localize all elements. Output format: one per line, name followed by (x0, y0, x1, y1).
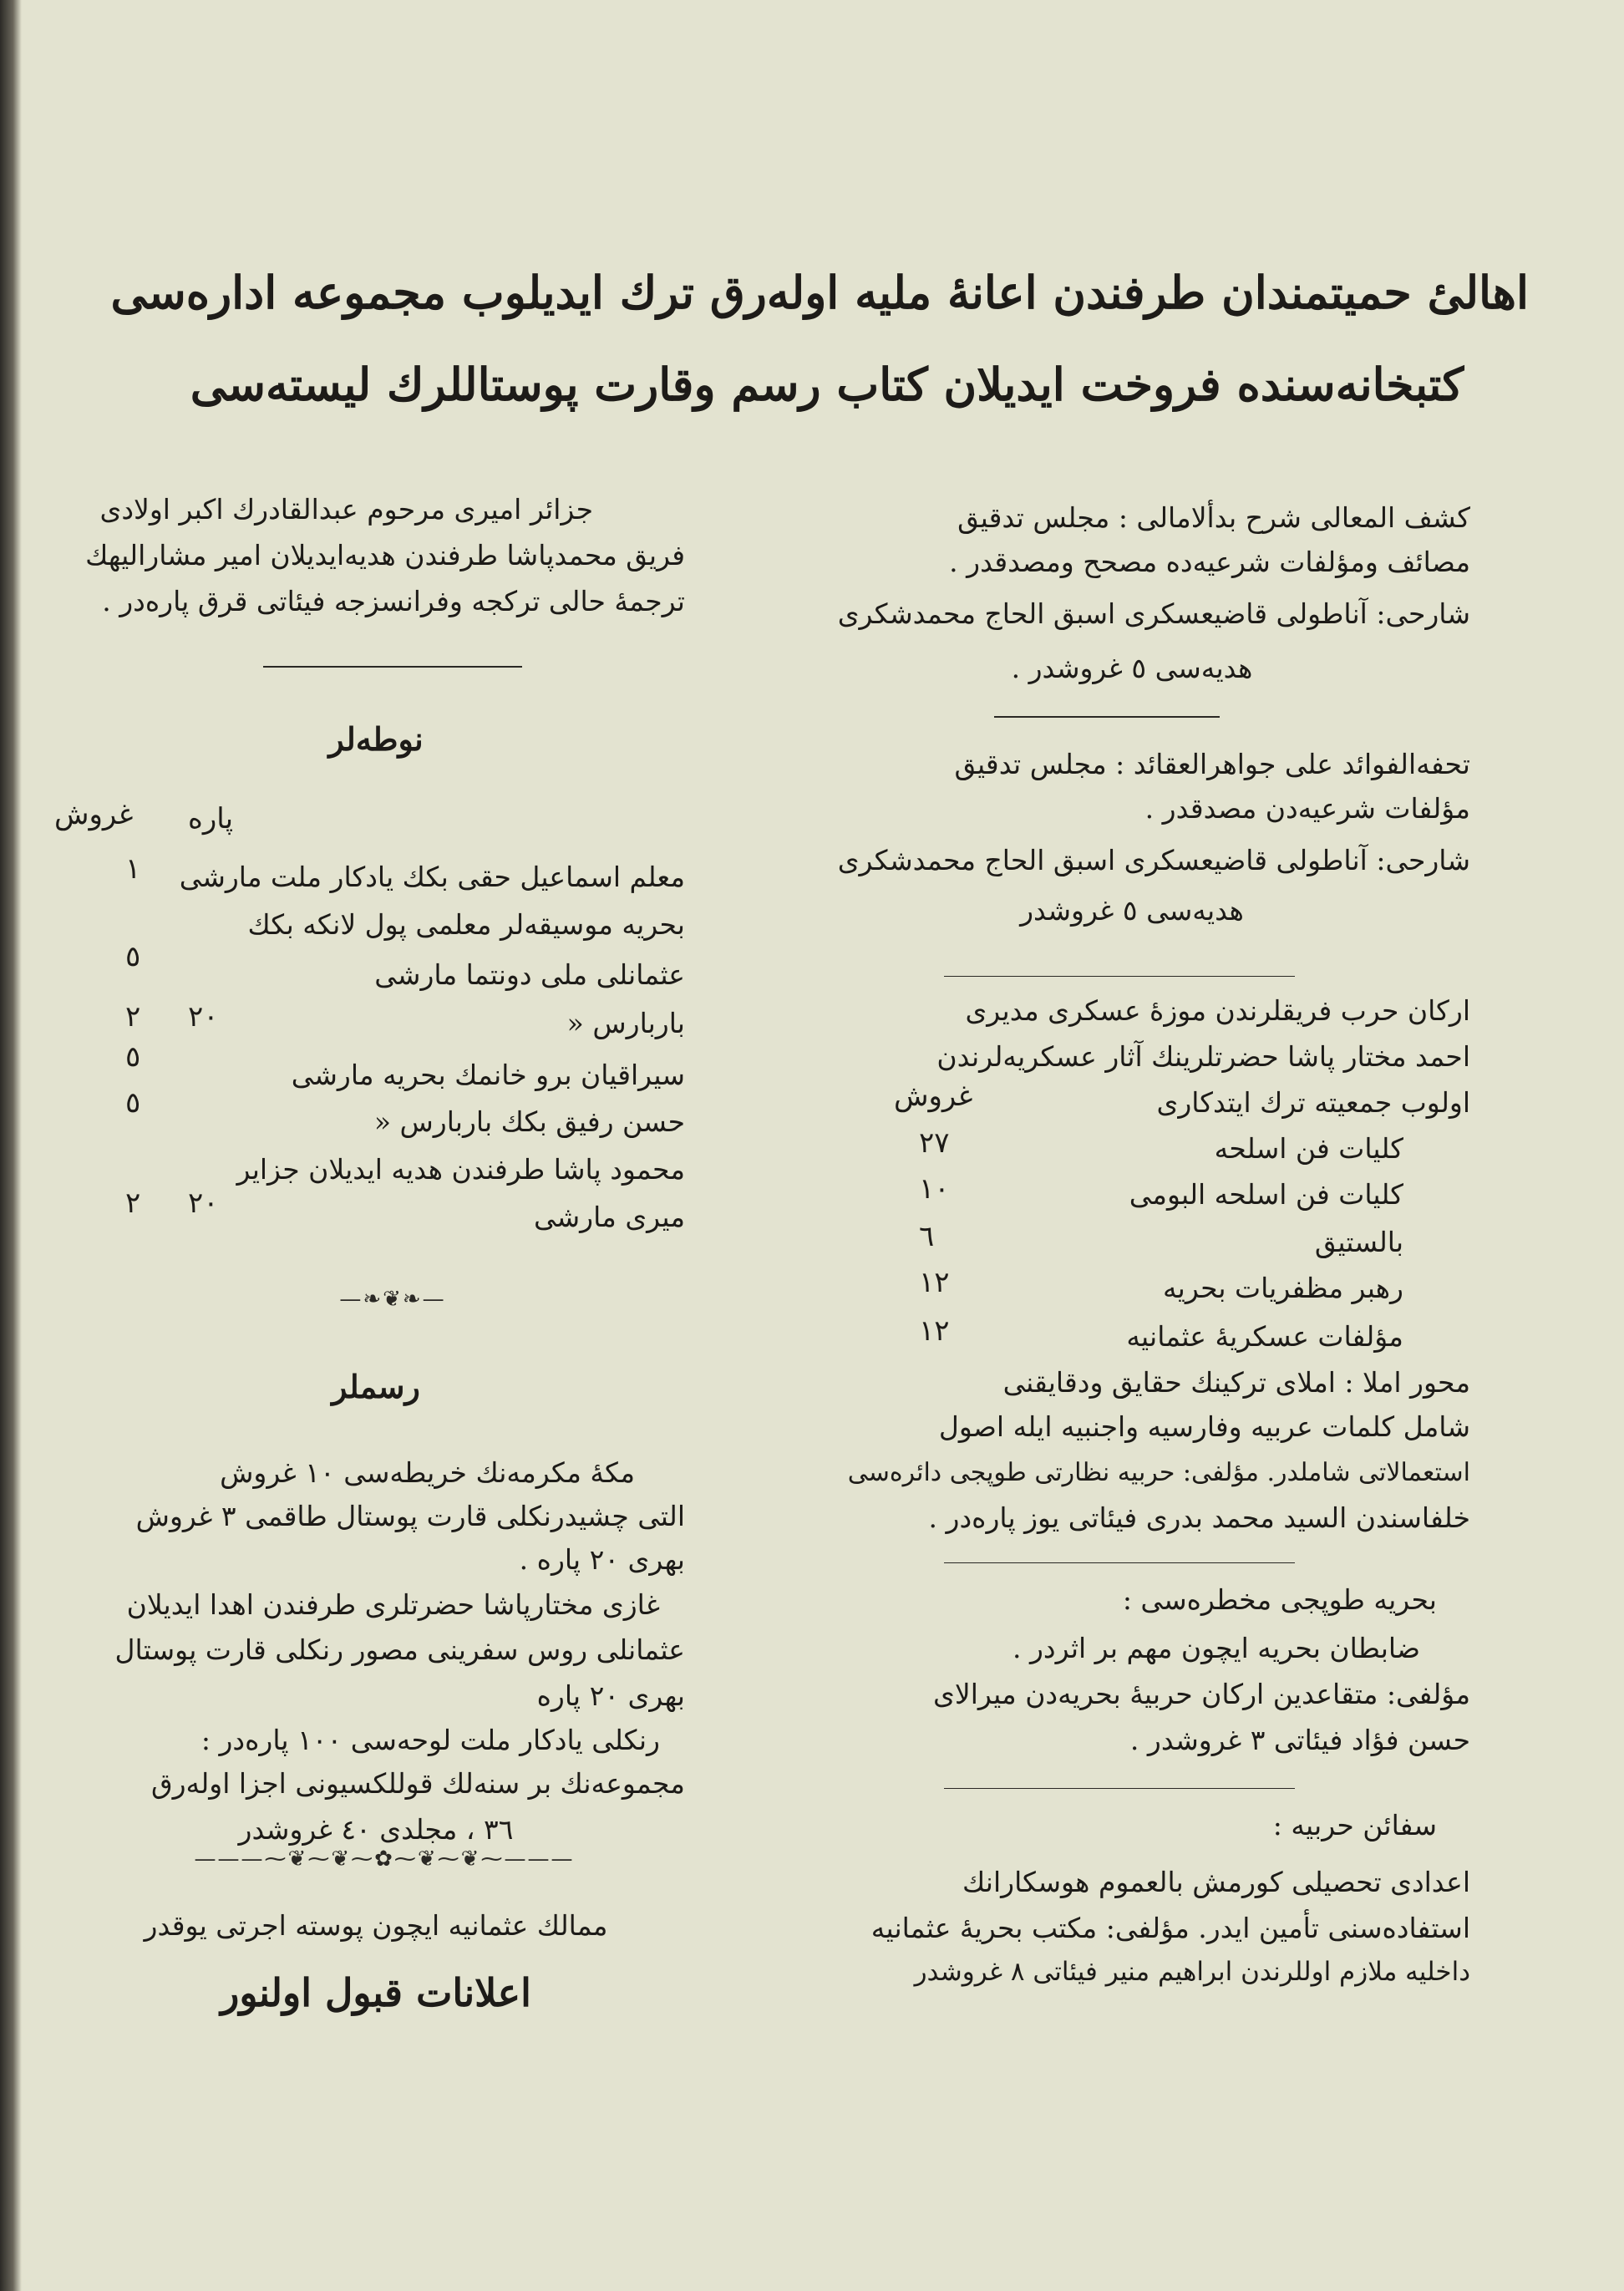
separator-rule (944, 1788, 1295, 1789)
note-kurus: ٢ (125, 1186, 141, 1220)
note-para: ٢٠ (188, 1000, 219, 1034)
book-entry-line: مصائف ومؤلفات شرعیه‌ده مصحح ومصدقدر . (949, 546, 1470, 578)
book-list-item: کلیات فن اسلحه (1214, 1132, 1403, 1165)
section-heading-pictures: رسملر (332, 1368, 420, 1405)
note-item: حسن رفیق بکك باربارس « (373, 1105, 685, 1138)
picture-item: ٣٦ ، مجلدی ٤٠ غروشدر (238, 1813, 514, 1846)
footer-line: ممالك عثمانیه ایچون پوسته اجرتی یوقدر (144, 1909, 608, 1942)
book-entry-line: ضابطان بحریه ایچون مهم بر اثردر . (1012, 1632, 1420, 1664)
floral-ornament-icon: —❧❦❧— (339, 1287, 446, 1312)
book-entry-line: محور املا : املای ترکینك حقایق ودقایقنی (1002, 1366, 1470, 1399)
section-heading-notes: نوطه‌لر (328, 720, 424, 758)
book-entry-line: اعدادی تحصیلی کورمش بالعموم هوسکارانك (962, 1866, 1470, 1898)
book-entry-line: ارکان حرب فریقلرندن موزهٔ عسکری مدیری (965, 994, 1470, 1027)
note-kurus: ٥ (125, 1086, 141, 1120)
separator-rule (263, 666, 522, 668)
book-entry-line: احمد مختار پاشا حضرتلرینك آثار عسکریه‌لرندن (936, 1040, 1470, 1073)
book-list-unit: غروش (894, 1079, 973, 1113)
note-para: ٢٠ (188, 1186, 219, 1220)
note-item: میری مارشی (534, 1201, 685, 1233)
book-entry-line: شامل کلمات عربیه وفارسیه واجنبیه ایله اصول (938, 1410, 1470, 1443)
note-item: عثمانلی ملی دونتما مارشی (374, 958, 685, 991)
book-list-item: بالستیق (1314, 1226, 1403, 1258)
note-kurus: ١ (125, 852, 141, 886)
book-list-item: رهبر مظفریات بحریه (1162, 1272, 1403, 1304)
page-title-line-2: کتبخانه‌سنده فروخت ایدیلان کتاب رسم وقارت پوستاللرك لیسته‌سی (190, 358, 1464, 411)
separator-rule (994, 716, 1220, 718)
page-title-line-1: اهالیٔ حمیتمندان طرفندن اعانهٔ ملیه اوله‌رق ترك ایدیلوب مجموعه اداره‌سی (110, 266, 1529, 319)
book-title: بحریه طوپجی مخطره‌سی : (1122, 1583, 1437, 1616)
separator-rule (944, 1562, 1295, 1563)
picture-item: التی چشیدرنکلی قارت پوستال طاقمی ٣ غروش (135, 1500, 685, 1532)
column-header-para: پاره (188, 802, 234, 836)
column-header-kurus: غروش (54, 798, 134, 831)
note-item: باربارس « (566, 1007, 685, 1039)
picture-item: رنکلی یادکار ملت لوحه‌سی ١٠٠ پاره‌در : (200, 1724, 660, 1756)
note-item: معلم اسماعیل حقی بکك یادکار ملت مارشی (179, 861, 685, 893)
book-entry-line: مؤلفی: متقاعدین ارکان حربیهٔ بحریه‌دن میرالای (933, 1678, 1470, 1710)
book-list-item: کلیات فن اسلحه البومی (1129, 1178, 1403, 1211)
picture-item: بهری ٢٠ پاره . (519, 1543, 685, 1576)
intro-line: ترجمهٔ حالی ترکجه وفرانسزجه فیئاتی قرق پاره‌در . (102, 585, 685, 617)
book-entry-line: هدیه‌سی ٥ غروشدر (1020, 894, 1244, 927)
book-entry-line: استعمالاتی شاملدر. مؤلفی: حربیه نظارتی طوپجی دائره‌سی (847, 1458, 1470, 1487)
book-list-price: ٦ (919, 1220, 935, 1253)
picture-item: غازی مختارپاشا حضرتلری طرفندن اهدا ایدیلان (126, 1588, 660, 1621)
note-kurus: ٢ (125, 1000, 141, 1034)
note-item: محمود پاشا طرفندن هدیه ایدیلان جزایر (236, 1153, 685, 1186)
book-entry-line: کشف المعالی شرح بدألامالی : مجلس تدقیق (957, 501, 1470, 534)
book-entry-line: شارحی: آناطولی قاضیعسکری اسبق الحاج محمدشکری (837, 597, 1470, 630)
book-list-item: مؤلفات عسکریهٔ عثمانیه (1126, 1320, 1403, 1353)
note-item: سیراقیان برو خانمك بحریه مارشی (291, 1059, 685, 1091)
book-list-price: ١٢ (919, 1266, 950, 1299)
floral-ornament-icon: ———⁓❦⁓❦⁓✿⁓❦⁓❦⁓——— (194, 1847, 575, 1872)
footer-announcement: اعلانات قبول اولنور (221, 1970, 531, 2015)
book-entry-line: هدیه‌سی ٥ غروشدر . (1011, 652, 1253, 684)
book-list-header: اولوب جمعیته ترك ایتدکاری (1156, 1086, 1470, 1119)
picture-item: بهری ٢٠ پاره (536, 1679, 685, 1712)
book-entry-line: مؤلفات شرعیه‌دن مصدقدر . (1144, 792, 1470, 825)
book-list-price: ٢٧ (919, 1126, 950, 1160)
intro-line: فریق محمدپاشا طرفندن هدیه‌ایدیلان امیر مشارالیهك (85, 539, 685, 571)
separator-rule (944, 976, 1295, 977)
note-item: بحریه موسیقه‌لر معلمی پول لانکه بکك (247, 908, 685, 941)
book-entry-line: استفاده‌سنی تأمین ایدر. مؤلفی: مکتب بحریهٔ عثمانیه (870, 1912, 1470, 1944)
note-kurus: ٥ (125, 1040, 141, 1074)
book-entry-line: داخلیه ملازم اوللرندن ابراهیم منیر فیئاتی ٨ غروشدر (914, 1957, 1470, 1987)
picture-item: عثمانلی روس سفرینی مصور رنکلی قارت پوستال (114, 1633, 685, 1666)
intro-line: جزائر امیری مرحوم عبدالقادرك اکبر اولادی (99, 493, 593, 526)
book-title: سفائن حربیه : (1272, 1809, 1437, 1841)
book-list-price: ١٢ (919, 1314, 950, 1348)
book-entry-line: تحفه‌الفوائد علی جواهرالعقائد : مجلس تدقیق (954, 748, 1470, 780)
book-entry-line: خلفاسندن السید محمد بدری فیئاتی یوز پاره‌در . (928, 1501, 1470, 1534)
book-entry-line: شارحی: آناطولی قاضیعسکری اسبق الحاج محمدشکری (837, 844, 1470, 876)
page-edge-shadow (0, 0, 22, 2291)
book-list-price: ١٠ (919, 1172, 950, 1206)
picture-item: مکهٔ مکرمه‌نك خریطه‌سی ١٠ غروش (220, 1456, 635, 1489)
book-entry-line: حسن فؤاد فیئاتی ٣ غروشدر . (1129, 1724, 1470, 1756)
picture-item: مجموعه‌نك بر سنه‌لك قوللکسیونی اجزا اوله‌رق (151, 1767, 685, 1800)
note-kurus: ٥ (125, 940, 141, 973)
